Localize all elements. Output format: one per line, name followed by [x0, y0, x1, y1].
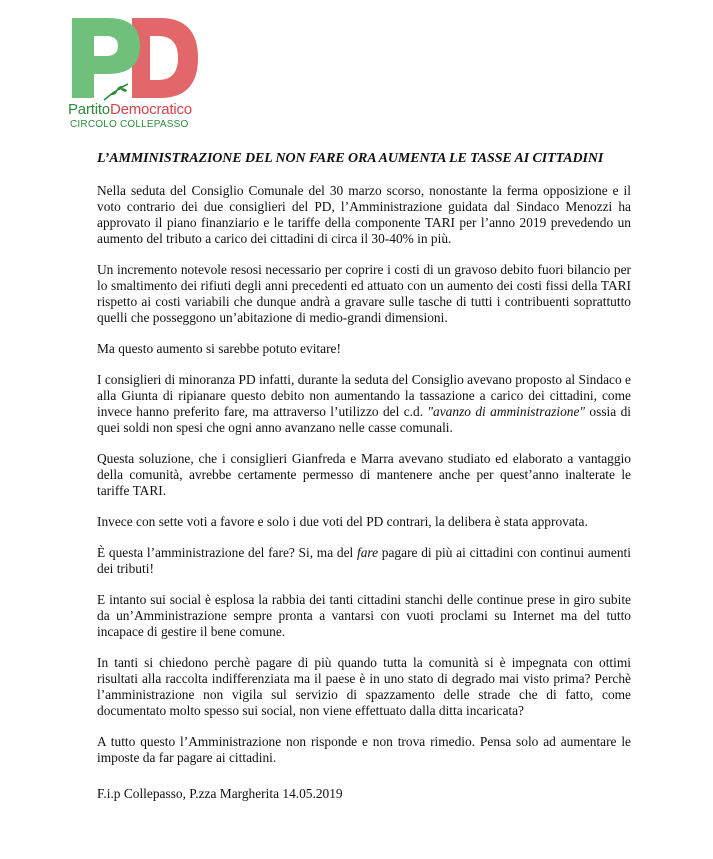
paragraph-7: [97, 545, 631, 577]
paragraph-4-text-b: ossia di quei soldi non spesi che ogni anno avanzano nelle casse comunali.: [97, 404, 631, 435]
document-headline: L’AMMINISTRAZIONE DEL NON FARE ORA AUMENTA LE TASSE AI CITTADINI: [97, 151, 604, 166]
paragraph-4-emphasis: "avanzo di amministrazione": [427, 404, 586, 419]
logo-party-name: [68, 102, 208, 117]
pd-letters-logo-icon: [68, 10, 208, 102]
paragraph-4: [97, 372, 631, 436]
paragraph-2: Un incremento notevole resosi necessario per coprire i costi di un gravoso debito fuori bilancio per lo smaltimento dei rifiuti degli anni precedenti ed attuato con un aumento dei costi fissi della TARI rispetto ai costi variabili che dunque andrà a gravare sulle tasche di tutti i contribuenti soprattutto quelli che posseggono un’abitazione di medio-grandi dimensioni.: [97, 262, 631, 325]
document-signature: F.i.p Collepasso, P.zza Margherita 14.05.2019: [97, 786, 343, 801]
logo-name-part1: Partito: [68, 101, 110, 118]
pd-logo: [68, 10, 208, 135]
paragraph-7-text-a: È questa l’amministrazione del fare? Si, ma del: [97, 545, 357, 560]
logo-name-part2: Democratico: [109, 101, 192, 118]
paragraph-3: Ma questo aumento si sarebbe potuto evitare!: [97, 341, 341, 356]
paragraph-7-emphasis: fare: [356, 545, 379, 560]
document-body: [97, 150, 631, 802]
paragraph-4-text-a: I consiglieri di minoranza PD infatti, durante la seduta del Consiglio avevano proposto al Sindaco e alla Giunta di ripianare questo debito non aumentando la tassazione a carico dei cittadini, come invece hanno preferito fare, ma attraverso l’utilizzo del c.d.: [97, 372, 631, 419]
paragraph-7-text-b: pagare di più ai cittadini con continui aumenti dei tributi!: [97, 545, 631, 576]
paragraph-1: Nella seduta del Consiglio Comunale del 30 marzo scorso, nonostante la ferma opposizione e il voto contrario dei due consiglieri del PD, l’Amministrazione guidata dal Sindaco Menozzi ha approvato il piano finanziario e le tariffe della componente TARI per l’anno 2019 prevedendo un aumento del tributo a carico dei cittadini di circa il 30-40% in più.: [97, 183, 631, 246]
logo-subtitle: CIRCOLO COLLEPASSO: [70, 119, 189, 130]
paragraph-9: In tanti si chiedono perchè pagare di più quando tutta la comunità si è impegnata con ottimi risultati alla raccolta indifferenziata ma il paese è in uno stato di degrado mai visto prima? Perchè l’amministrazione non vigila sul servizio di spazzamento delle strade che di fatto, come documentato molto spesso sui social, non viene effettuato dalla ditta incaricata?: [97, 655, 631, 718]
paragraph-5: Questa soluzione, che i consiglieri Gianfreda e Marra avevano studiato ed elaborato a vantaggio della comunità, avrebbe certamente permesso di mantenere anche per quest’anno inalterate le tariffe TARI.: [97, 451, 631, 498]
paragraph-8: E intanto sui social è esplosa la rabbia dei tanti cittadini stanchi delle continue prese in giro subite da un’Amministrazione sempre pronta a vantarsi con vuoti proclami su Internet ma del tutto incapace di gestire il bene comune.: [97, 592, 631, 639]
paragraph-6: Invece con sette voti a favore e solo i due voti del PD contrari, la delibera è stata approvata.: [97, 514, 588, 529]
paragraph-10: A tutto questo l’Amministrazione non risponde e non trova rimedio. Pensa solo ad aumentare le imposte da far pagare ai cittadini.: [97, 734, 631, 765]
